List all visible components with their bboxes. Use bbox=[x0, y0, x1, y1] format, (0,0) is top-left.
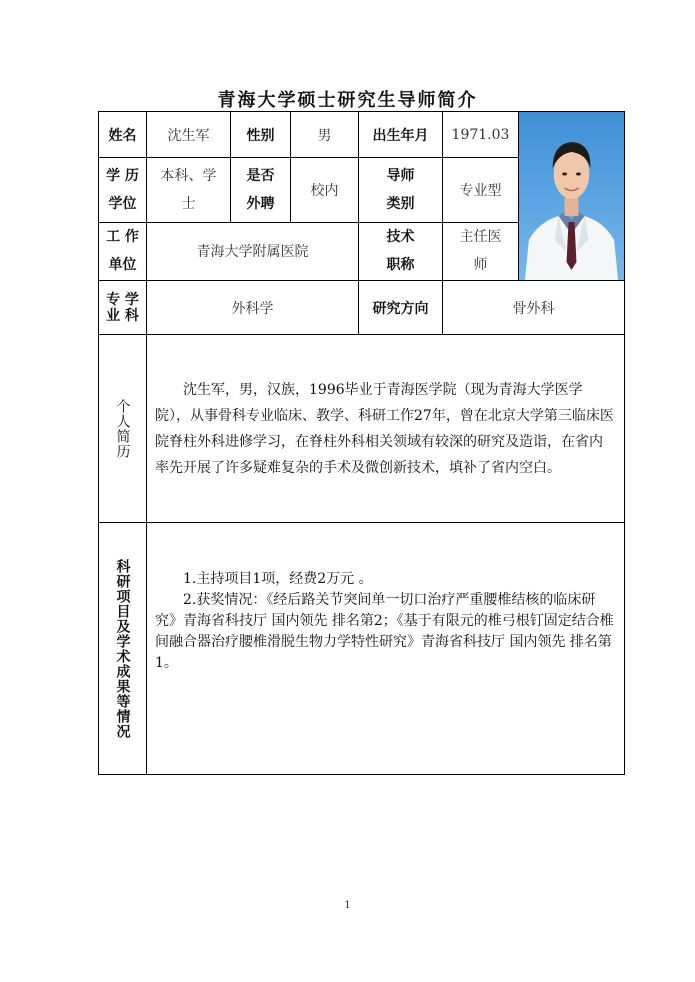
tech-title-value bbox=[443, 222, 519, 280]
page-title: 青海大学硕士研究生导师简介 bbox=[217, 90, 478, 111]
work-unit-label-line2: 单位 bbox=[108, 257, 137, 274]
advisor-type-label-line1: 导师 bbox=[386, 167, 415, 184]
gender-label: 性别 bbox=[231, 112, 291, 158]
photo-cell bbox=[519, 112, 625, 281]
name-value: 沈生军 bbox=[147, 112, 231, 158]
major-label bbox=[99, 281, 147, 335]
advisor-type-label-line2: 类别 bbox=[386, 195, 415, 212]
education-value bbox=[147, 158, 231, 222]
external-label bbox=[231, 158, 291, 222]
research-label-cell bbox=[99, 523, 147, 775]
work-unit-value: 青海大学附属医院 bbox=[147, 222, 359, 280]
research-item-1: 1.主持项目1项，经费2万元 。 bbox=[183, 571, 373, 587]
research-content bbox=[147, 569, 624, 674]
research-cell bbox=[147, 523, 625, 775]
work-unit-label bbox=[99, 222, 147, 280]
bio-label-cell bbox=[99, 335, 147, 523]
tech-title-value-line1: 主任医 bbox=[459, 229, 502, 246]
education-label-line1: 学 历 bbox=[106, 167, 139, 184]
major-value: 外科学 bbox=[147, 281, 359, 335]
tech-title-label-line1: 技术 bbox=[386, 229, 415, 246]
gender-value: 男 bbox=[291, 112, 359, 158]
name-label: 姓名 bbox=[99, 112, 147, 158]
advisor-photo bbox=[519, 112, 624, 280]
education-label bbox=[99, 158, 147, 222]
tech-title-label-line2: 职称 bbox=[386, 257, 415, 274]
education-value-line1: 本科、学 bbox=[160, 167, 217, 184]
external-label-line2: 外聘 bbox=[246, 195, 275, 212]
major-label-line2: 业 科 bbox=[106, 307, 139, 324]
bio-label: 个人简历 bbox=[114, 398, 131, 459]
external-label-line1: 是否 bbox=[246, 167, 275, 184]
external-value: 校内 bbox=[291, 158, 359, 222]
bio-cell bbox=[147, 335, 625, 523]
research-item-2: 2.获奖情况：《经后路关节突间单一切口治疗严重腰椎结核的临床研究》青海省科技厅 国内领先 排名第2；《基于有限元的椎弓根钉固定结合椎间融合器治疗腰椎滑脱生物力学特性研究》青海省科技厅 国内领先 排名第1。 bbox=[155, 592, 614, 671]
education-label-line2: 学位 bbox=[108, 195, 137, 212]
birth-label: 出生年月 bbox=[359, 112, 443, 158]
advisor-type-value: 专业型 bbox=[443, 158, 519, 222]
major-label-line1: 专 学 bbox=[106, 291, 139, 308]
work-unit-label-line1: 工 作 bbox=[106, 229, 139, 246]
birth-value: 1971.03 bbox=[443, 112, 519, 158]
profile-table bbox=[98, 111, 625, 775]
research-direction-label: 研究方向 bbox=[359, 281, 443, 335]
tech-title-label bbox=[359, 222, 443, 280]
bio-text: 沈生军，男，汉族，1996毕业于青海医学院（现为青海大学医学院），从事骨科专业临床、教学、科研工作27年，曾在北京大学第三临床医院脊柱外科进修学习，在脊柱外科相关领域有较深的研究及造诣，在省内率先开展了许多疑难复杂的手术及微创新技术，填补了省内空白。 bbox=[155, 381, 614, 476]
advisor-type-label bbox=[359, 158, 443, 222]
research-label: 科研项目及学术成果等情况 bbox=[114, 558, 131, 739]
education-value-line2: 士 bbox=[181, 195, 196, 212]
tech-title-value-line2: 师 bbox=[473, 257, 488, 274]
research-direction-value: 骨外科 bbox=[443, 281, 625, 335]
page-number: 1 bbox=[344, 900, 351, 911]
